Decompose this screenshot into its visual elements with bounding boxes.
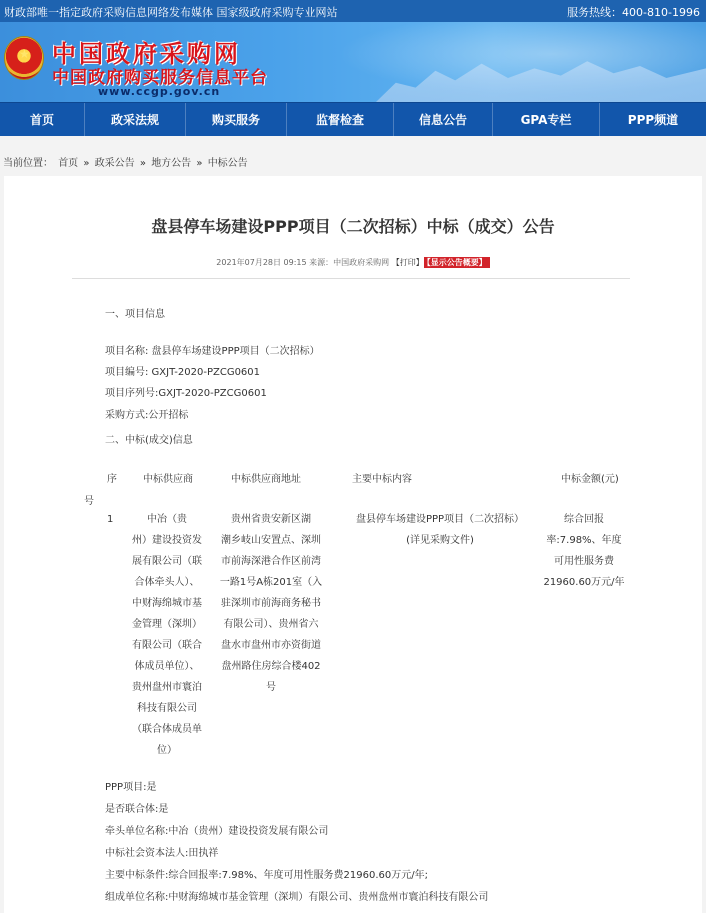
title-divider: [72, 278, 630, 279]
supplier-line: 体成员单位）、: [134, 661, 200, 672]
nav-regulations[interactable]: 政采法规: [110, 113, 159, 127]
procurement-method: 采购方式:公开招标: [105, 410, 189, 421]
site-url[interactable]: www.ccgp.gov.cn: [98, 85, 221, 98]
supplier-line: 金管理（深圳）: [132, 619, 202, 630]
amount-line: 21960.60万元/年: [543, 577, 625, 588]
breadcrumb-prefix: 当前位置：: [3, 158, 53, 169]
site-title[interactable]: 中国政府采购网: [52, 39, 241, 68]
nav-announcements[interactable]: 信息公告: [418, 113, 467, 127]
address-line: 号: [266, 682, 276, 693]
top-info-bar: [0, 0, 706, 22]
supplier-line: 位）: [157, 745, 177, 756]
nav-home[interactable]: 首页: [29, 113, 54, 127]
table-header-content: 主要中标内容: [352, 474, 412, 485]
address-line: 盘水市盘州市亦资街道: [221, 640, 321, 651]
address-line: 盘州路住房综合楼402: [221, 661, 321, 672]
article-panel: [4, 176, 702, 913]
section-project-info: 一、项目信息: [105, 309, 165, 320]
nav-ppp[interactable]: PPP频道: [627, 113, 679, 127]
project-sequence: 项目序列号:GXJT-2020-PZCG0601: [105, 388, 267, 399]
breadcrumb-local[interactable]: 地方公告: [151, 158, 192, 169]
breadcrumb-home[interactable]: 首页: [58, 158, 79, 169]
article-title: 盘县停车场建设PPP项目（二次招标）中标（成交）公告: [151, 217, 555, 236]
content-line: 盘县停车场建设PPP项目（二次招标）: [355, 514, 525, 525]
service-hotline: 服务热线：400-810-1996: [567, 6, 700, 19]
table-header-address: 中标供应商地址: [231, 474, 301, 485]
breadcrumb: [3, 154, 250, 169]
nav-gpa[interactable]: GPA专栏: [520, 113, 572, 127]
nav-purchase-services[interactable]: 购买服务: [211, 113, 260, 127]
member-units: 组成单位名称:中财海绵城市基金管理（深圳）有限公司、贵州盘州市寰泊科技有限公司: [105, 892, 489, 903]
row-content: [342, 509, 538, 551]
supplier-line: 有限公司（联合: [132, 640, 202, 651]
supplier-line: 展有限公司（联: [132, 556, 202, 567]
main-nav: [0, 102, 706, 136]
project-number: 项目编号: GXJT-2020-PZCG0601: [105, 367, 261, 378]
main-terms: 主要中标条件:综合回报率:7.98%、年度可用性服务费21960.60万元/年;: [105, 870, 428, 881]
table-header-amount: 中标金额(元): [561, 474, 619, 485]
address-line: 潮乡岐山安置点、深圳: [221, 535, 321, 546]
row-amount: [532, 509, 636, 593]
table-header-seq: 序: [107, 474, 117, 485]
supplier-line: 中冶（贵: [147, 514, 187, 525]
project-name: 项目名称: 盘县停车场建设PPP项目（二次招标）: [105, 346, 320, 357]
amount-line: 可用性服务费: [554, 556, 614, 567]
row-supplier: [121, 509, 213, 761]
breadcrumb-award[interactable]: 中标公告: [207, 158, 248, 169]
breadcrumb-procurement[interactable]: 政采公告: [94, 158, 135, 169]
national-emblem-icon: [4, 36, 44, 80]
lead-unit: 牵头单位名称:中冶（贵州）建设投资发展有限公司: [105, 826, 329, 837]
section-award-info: 二、中标(成交)信息: [105, 435, 193, 446]
site-banner: [0, 22, 706, 102]
breadcrumb-sep: »: [196, 158, 203, 169]
row-seq: 1: [107, 514, 114, 525]
address-line: 一路1号A栋201室（入: [219, 577, 323, 588]
amount-line: 综合回报: [564, 514, 604, 525]
address-line: 贵州省贵安新区湖: [231, 514, 311, 525]
article-date-source: 2021年07月28日 09:15 来源：中国政府采购网: [216, 258, 390, 267]
content-line: (详见采购文件): [406, 535, 474, 546]
print-link[interactable]: 【打印】: [391, 258, 424, 267]
emblem-star-icon: ★: [19, 47, 30, 61]
legal-person: 中标社会资本法人:田执祥: [105, 848, 219, 859]
address-line: 有限公司）、贵州省六: [223, 619, 319, 630]
row-address: [210, 509, 332, 698]
supplier-line: （联合体成员单: [132, 724, 202, 735]
supplier-line: 合体牵头人）、: [134, 577, 200, 588]
breadcrumb-sep: »: [83, 158, 90, 169]
breadcrumb-sep: »: [139, 158, 146, 169]
site-subtitle: 中国政府购买服务信息平台: [52, 68, 268, 88]
address-line: 市前海深港合作区前湾: [221, 556, 321, 567]
supplier-line: 贵州盘州市寰泊: [132, 682, 202, 693]
supplier-line: 科技有限公司: [137, 703, 197, 714]
site-slogan: 财政部唯一指定政府采购信息网络发布媒体 国家级政府采购专业网站: [4, 6, 338, 19]
supplier-line: 中财海绵城市基: [132, 598, 202, 609]
show-summary-button[interactable]: 【显示公告概要】: [424, 257, 490, 268]
supplier-line: 州）建设投资发: [132, 535, 202, 546]
ppp-flag: PPP项目:是: [105, 782, 157, 793]
table-header-supplier: 中标供应商: [143, 474, 193, 485]
article-meta: [4, 257, 702, 268]
table-header-seq-cont: 号: [84, 496, 94, 507]
consortium-flag: 是否联合体:是: [105, 804, 169, 815]
address-line: 驻深圳市前海商务秘书: [221, 598, 321, 609]
amount-line: 率:7.98%、年度: [546, 535, 622, 546]
nav-supervision[interactable]: 监督检查: [315, 113, 364, 127]
